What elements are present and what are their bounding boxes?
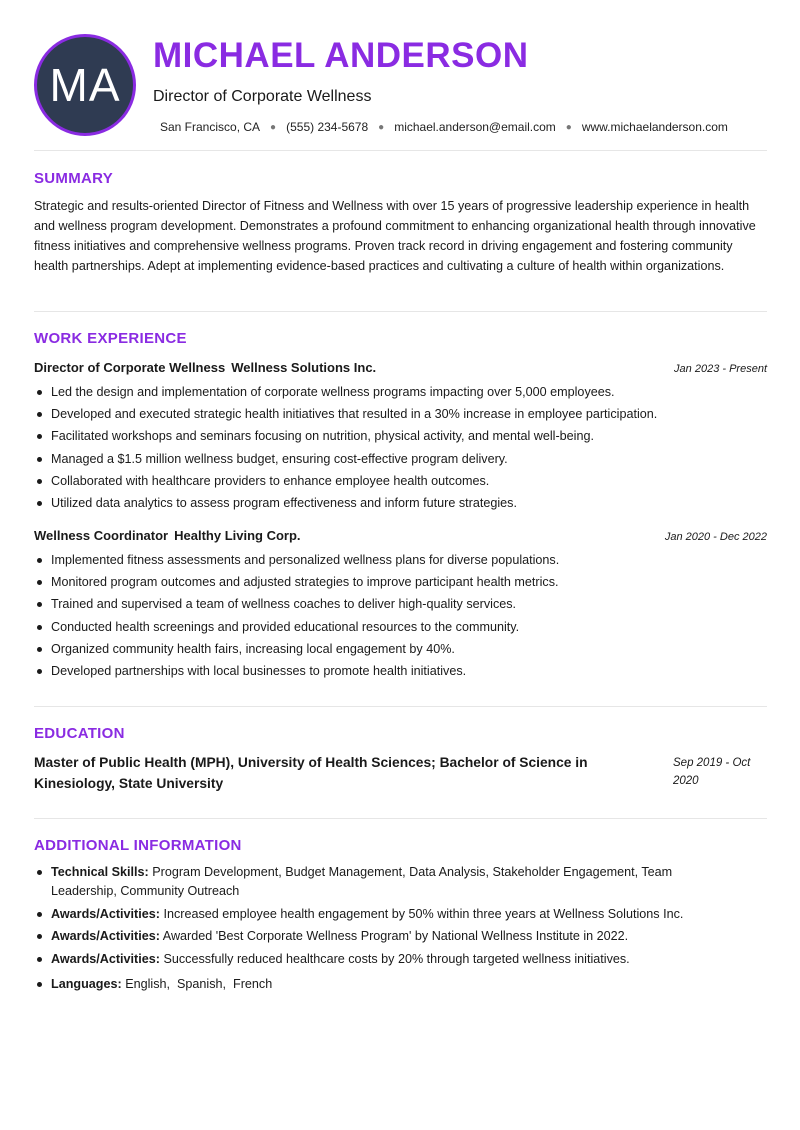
divider xyxy=(34,818,767,819)
job-company: Wellness Solutions Inc. xyxy=(231,360,377,375)
list-item: Developed and executed strategic health initiatives that resulted in a 30% increase in employee participation. xyxy=(34,403,767,425)
list-item xyxy=(34,927,724,946)
job-dates: Jan 2023 - Present xyxy=(674,363,767,375)
list-item: Developed partnerships with local businesses to promote health initiatives. xyxy=(34,660,767,682)
list-item: Implemented fitness assessments and personalized wellness plans for diverse populations. xyxy=(34,549,767,571)
list-item: Conducted health screenings and provided educational resources to the community. xyxy=(34,616,767,638)
info-label: Awards/Activities: xyxy=(51,929,160,943)
list-item xyxy=(34,863,724,901)
info-label: Awards/Activities: xyxy=(51,951,160,966)
separator-dot-icon: ● xyxy=(565,121,572,133)
candidate-name: MICHAEL ANDERSON xyxy=(153,36,529,75)
education-heading: EDUCATION xyxy=(34,725,125,742)
job-title-line xyxy=(34,359,376,377)
experience-heading: WORK EXPERIENCE xyxy=(34,330,187,347)
job-bullets xyxy=(34,381,767,514)
job-bullets xyxy=(34,549,767,682)
avatar xyxy=(34,34,136,136)
contact-phone: (555) 234-5678 xyxy=(286,120,369,134)
info-text: Program Development, Budget Management, Data Analysis, Stakeholder Engagement, Team Leadership, Community Outreach xyxy=(51,865,673,898)
divider xyxy=(34,311,767,312)
list-item: Trained and supervised a team of wellness coaches to deliver high-quality services. xyxy=(34,593,767,615)
job-header xyxy=(34,359,767,377)
education-dates: Sep 2019 - Oct 2020 xyxy=(673,757,751,787)
info-text: Successfully reduced healthcare costs by 20% through targeted wellness initiatives. xyxy=(163,951,630,966)
summary-heading: SUMMARY xyxy=(34,170,114,187)
separator-dot-icon: ● xyxy=(378,121,385,133)
list-item: Managed a $1.5 million wellness budget, ensuring cost-effective program delivery. xyxy=(34,448,767,470)
info-label: Languages: xyxy=(51,976,122,991)
divider xyxy=(34,706,767,707)
additional-list xyxy=(34,863,724,997)
list-item: Collaborated with healthcare providers to enhance employee health outcomes. xyxy=(34,470,767,492)
contact-website[interactable]: www.michaelanderson.com xyxy=(581,120,728,134)
list-item xyxy=(34,905,724,924)
info-text: English, Spanish, French xyxy=(125,976,273,991)
list-item: Monitored program outcomes and adjusted strategies to improve participant health metrics. xyxy=(34,571,767,593)
info-label: Awards/Activities: xyxy=(51,906,160,921)
info-label: Technical Skills: xyxy=(51,865,149,879)
contact-bar xyxy=(160,120,728,134)
job-dates: Jan 2020 - Dec 2022 xyxy=(664,531,767,543)
contact-location: San Francisco, CA xyxy=(160,120,261,134)
info-text: Awarded 'Best Corporate Wellness Program' by National Wellness Institute in 2022. xyxy=(162,929,629,943)
contact-email[interactable]: michael.anderson@email.com xyxy=(394,120,556,134)
job-company: Healthy Living Corp. xyxy=(174,528,301,543)
job-header xyxy=(34,527,767,545)
info-text: Increased employee health engagement by 50% within three years at Wellness Solutions Inc. xyxy=(163,906,684,921)
avatar-initials: MA xyxy=(49,59,121,111)
education-degree: Master of Public Health (MPH), University of Health Sciences; Bachelor of Science in Kinesiology, State University xyxy=(34,755,588,791)
list-item: Utilized data analytics to assess program effectiveness and inform future strategies. xyxy=(34,492,767,514)
job-title-line xyxy=(34,527,301,545)
divider xyxy=(34,150,767,151)
list-item xyxy=(34,975,724,994)
summary-text: Strategic and results-oriented Director of Fitness and Wellness with over 15 years of progressive leadership experience in health and wellness program development. Demonstrates a profound commitment to enhancing organizational health through innovative fitness initiatives and comprehensive wellness programs. Proven track record in driving engagement and fostering community health partnerships. Adept at implementing evidence-based practices and cultivating a culture of health within organizations. xyxy=(34,199,756,273)
list-item: Led the design and implementation of corporate wellness programs impacting over 5,000 employees. xyxy=(34,381,767,403)
separator-dot-icon: ● xyxy=(270,121,277,133)
list-item: Facilitated workshops and seminars focusing on nutrition, physical activity, and mental well-being. xyxy=(34,425,767,447)
list-item: Organized community health fairs, increasing local engagement by 40%. xyxy=(34,638,767,660)
job-role: Director of Corporate Wellness xyxy=(34,360,226,375)
list-item xyxy=(34,950,724,969)
candidate-title: Director of Corporate Wellness xyxy=(153,88,372,105)
job-role: Wellness Coordinator xyxy=(34,528,169,543)
additional-heading: ADDITIONAL INFORMATION xyxy=(34,837,242,854)
